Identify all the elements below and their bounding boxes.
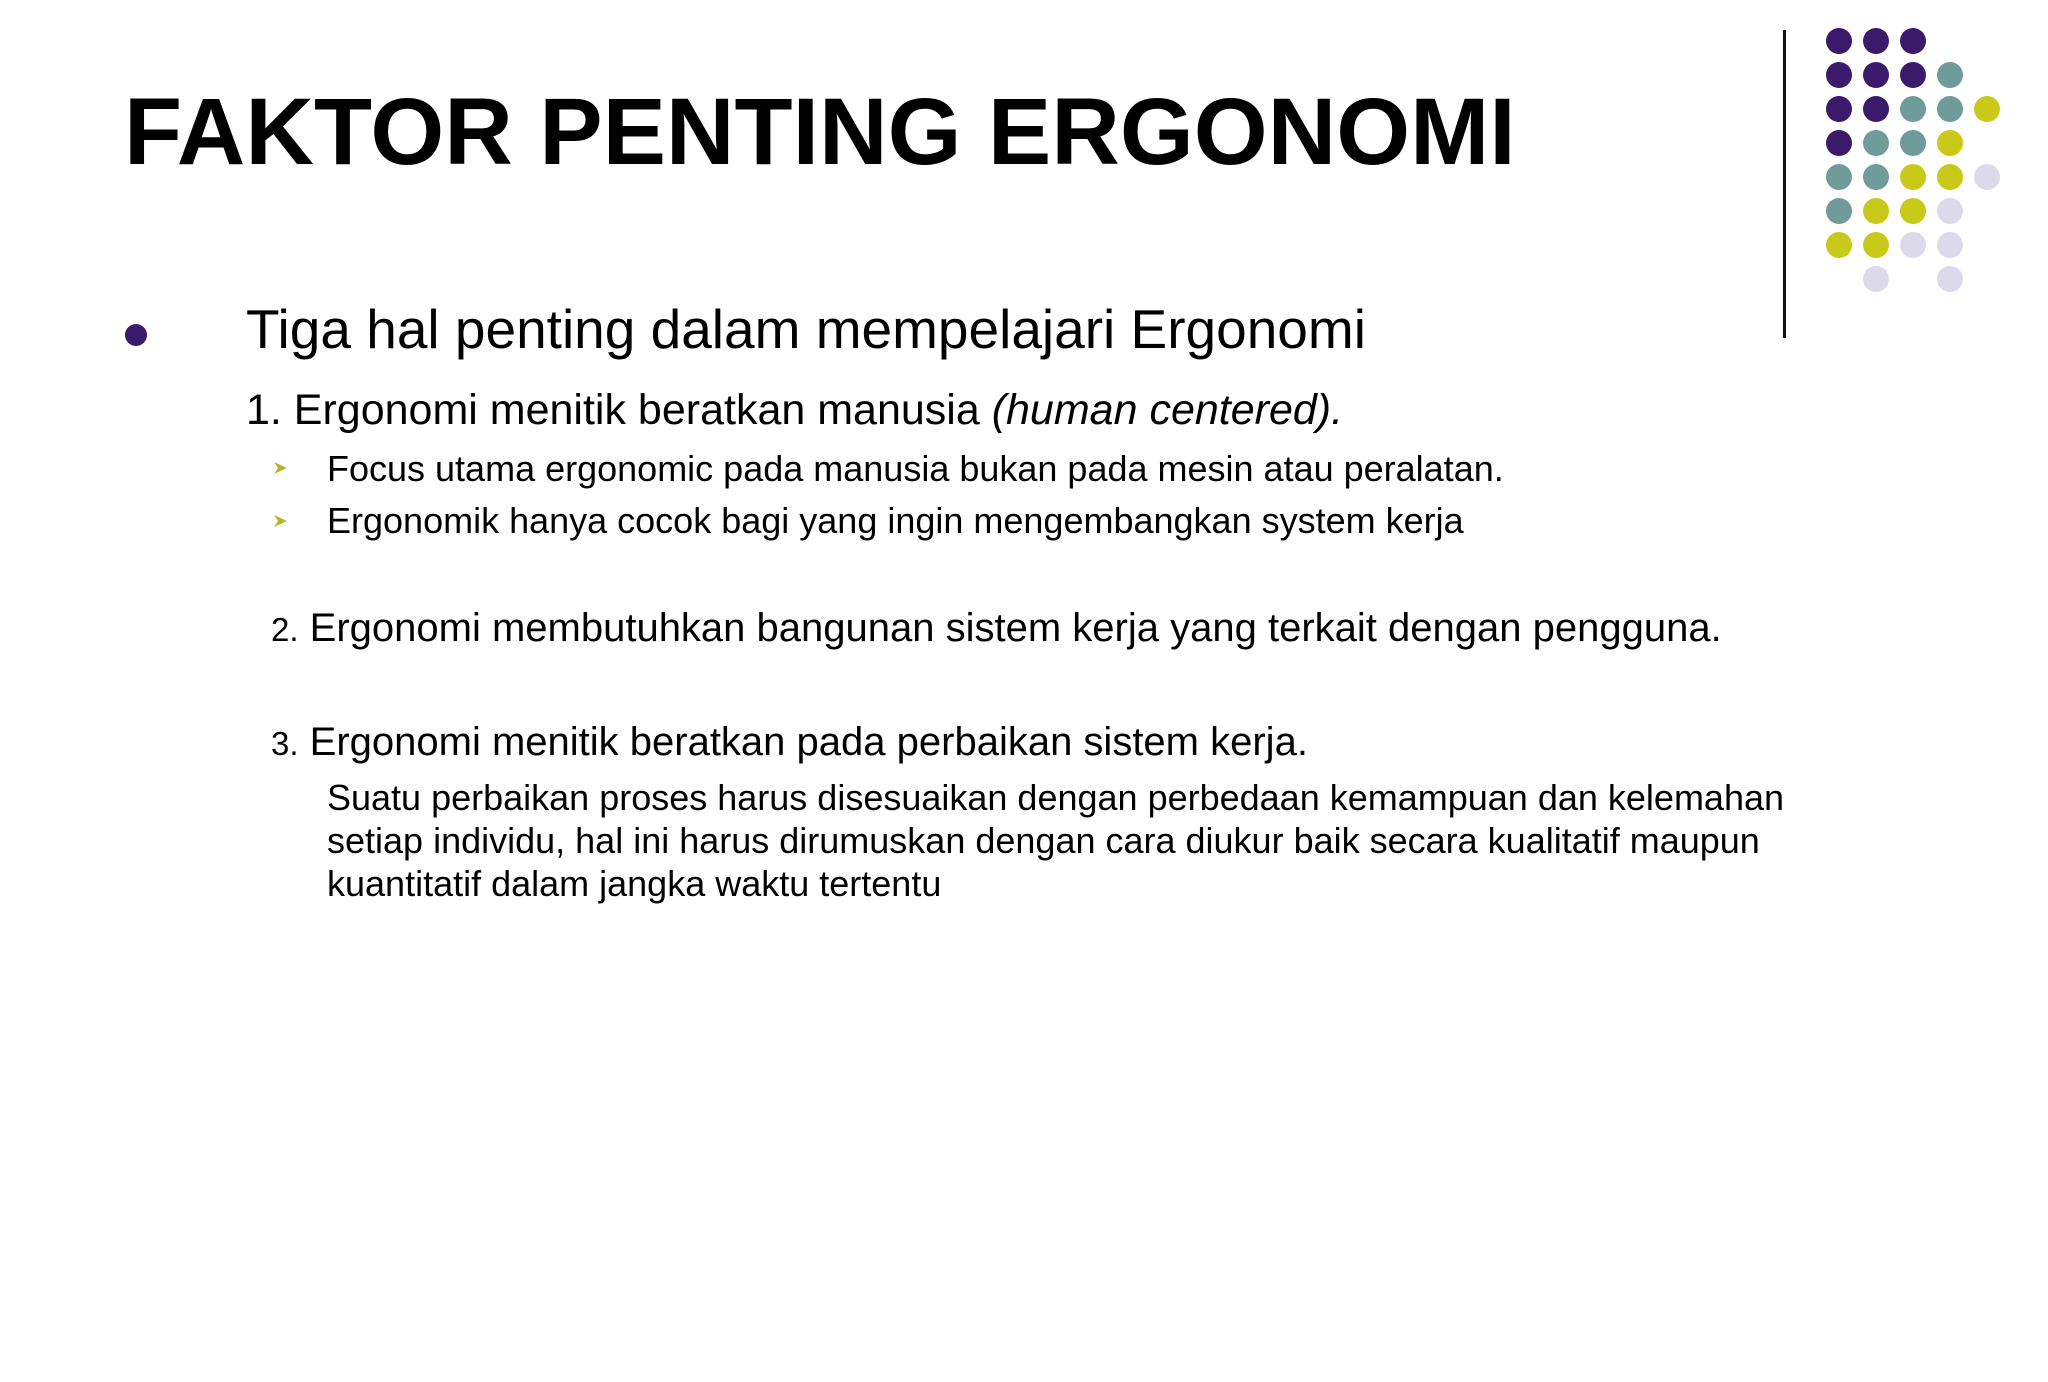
point-3-text: Ergonomi menitik beratkan pada perbaikan sistem kerja. [298, 720, 1308, 764]
point-1-text: 1. Ergonomi menitik beratkan manusia [246, 386, 992, 434]
decor-dot [1937, 232, 1963, 258]
decor-dot [1900, 28, 1926, 54]
decor-dot [1900, 198, 1926, 224]
decor-dot [1863, 130, 1889, 156]
decor-dot [1863, 266, 1889, 292]
decor-dot [1826, 96, 1852, 122]
decor-dot [1826, 130, 1852, 156]
decor-dot [1937, 130, 1963, 156]
decor-dot [1974, 164, 2000, 190]
point-3-paragraph [327, 776, 1967, 905]
decor-dot [1826, 28, 1852, 54]
decor-dot [1974, 96, 2000, 122]
paragraph-line: setiap individu, hal ini harus dirumuskan dengan cara diukur baik secara kualitatif maupun [327, 820, 1760, 861]
subpoint-2: Ergonomik hanya cocok bagi yang ingin mengembangkan system kerja [327, 500, 1464, 541]
decor-dot [1863, 96, 1889, 122]
decor-dot [1863, 232, 1889, 258]
decor-dot [1937, 266, 1963, 292]
point-2-text: Ergonomi membutuhkan bangunan sistem kerja yang terkait dengan pengguna. [298, 606, 1722, 650]
decor-dot [1826, 164, 1852, 190]
point-2 [271, 601, 1722, 657]
point-3-number: 3. [271, 725, 299, 762]
decor-dot [1826, 62, 1852, 88]
decor-dot [1863, 62, 1889, 88]
decor-dot [1826, 198, 1852, 224]
point-3 [271, 715, 1308, 771]
decor-dot [1863, 198, 1889, 224]
arrow-bullet-icon [272, 459, 290, 477]
decor-dot [1863, 28, 1889, 54]
decor-dot [1937, 198, 1963, 224]
main-point: Tiga hal penting dalam mempelajari Ergonomi [246, 298, 1366, 360]
decor-dot [1826, 232, 1852, 258]
point-1 [246, 382, 1343, 438]
point-1-emphasis: (human centered). [991, 386, 1344, 434]
decor-dot [1900, 232, 1926, 258]
decor-dot [1937, 96, 1963, 122]
subpoint-1: Focus utama ergonomic pada manusia bukan pada mesin atau peralatan. [327, 448, 1504, 489]
main-bullet-icon [125, 324, 147, 346]
decor-dot [1900, 62, 1926, 88]
header-divider [1783, 30, 1786, 338]
decorative-dot-grid [1826, 28, 2026, 294]
paragraph-line: Suatu perbaikan proses harus disesuaikan dengan perbedaan kemampuan dan kelemahan [327, 777, 1785, 818]
arrow-bullet-icon [272, 512, 290, 530]
point-2-number: 2. [271, 611, 299, 648]
slide-title: FAKTOR PENTING ERGONOMI [124, 79, 1516, 185]
decor-dot [1937, 164, 1963, 190]
decor-dot [1900, 164, 1926, 190]
paragraph-line: kuantitatif dalam jangka waktu tertentu [327, 863, 942, 904]
decor-dot [1900, 96, 1926, 122]
decor-dot [1863, 164, 1889, 190]
decor-dot [1937, 62, 1963, 88]
decor-dot [1900, 130, 1926, 156]
